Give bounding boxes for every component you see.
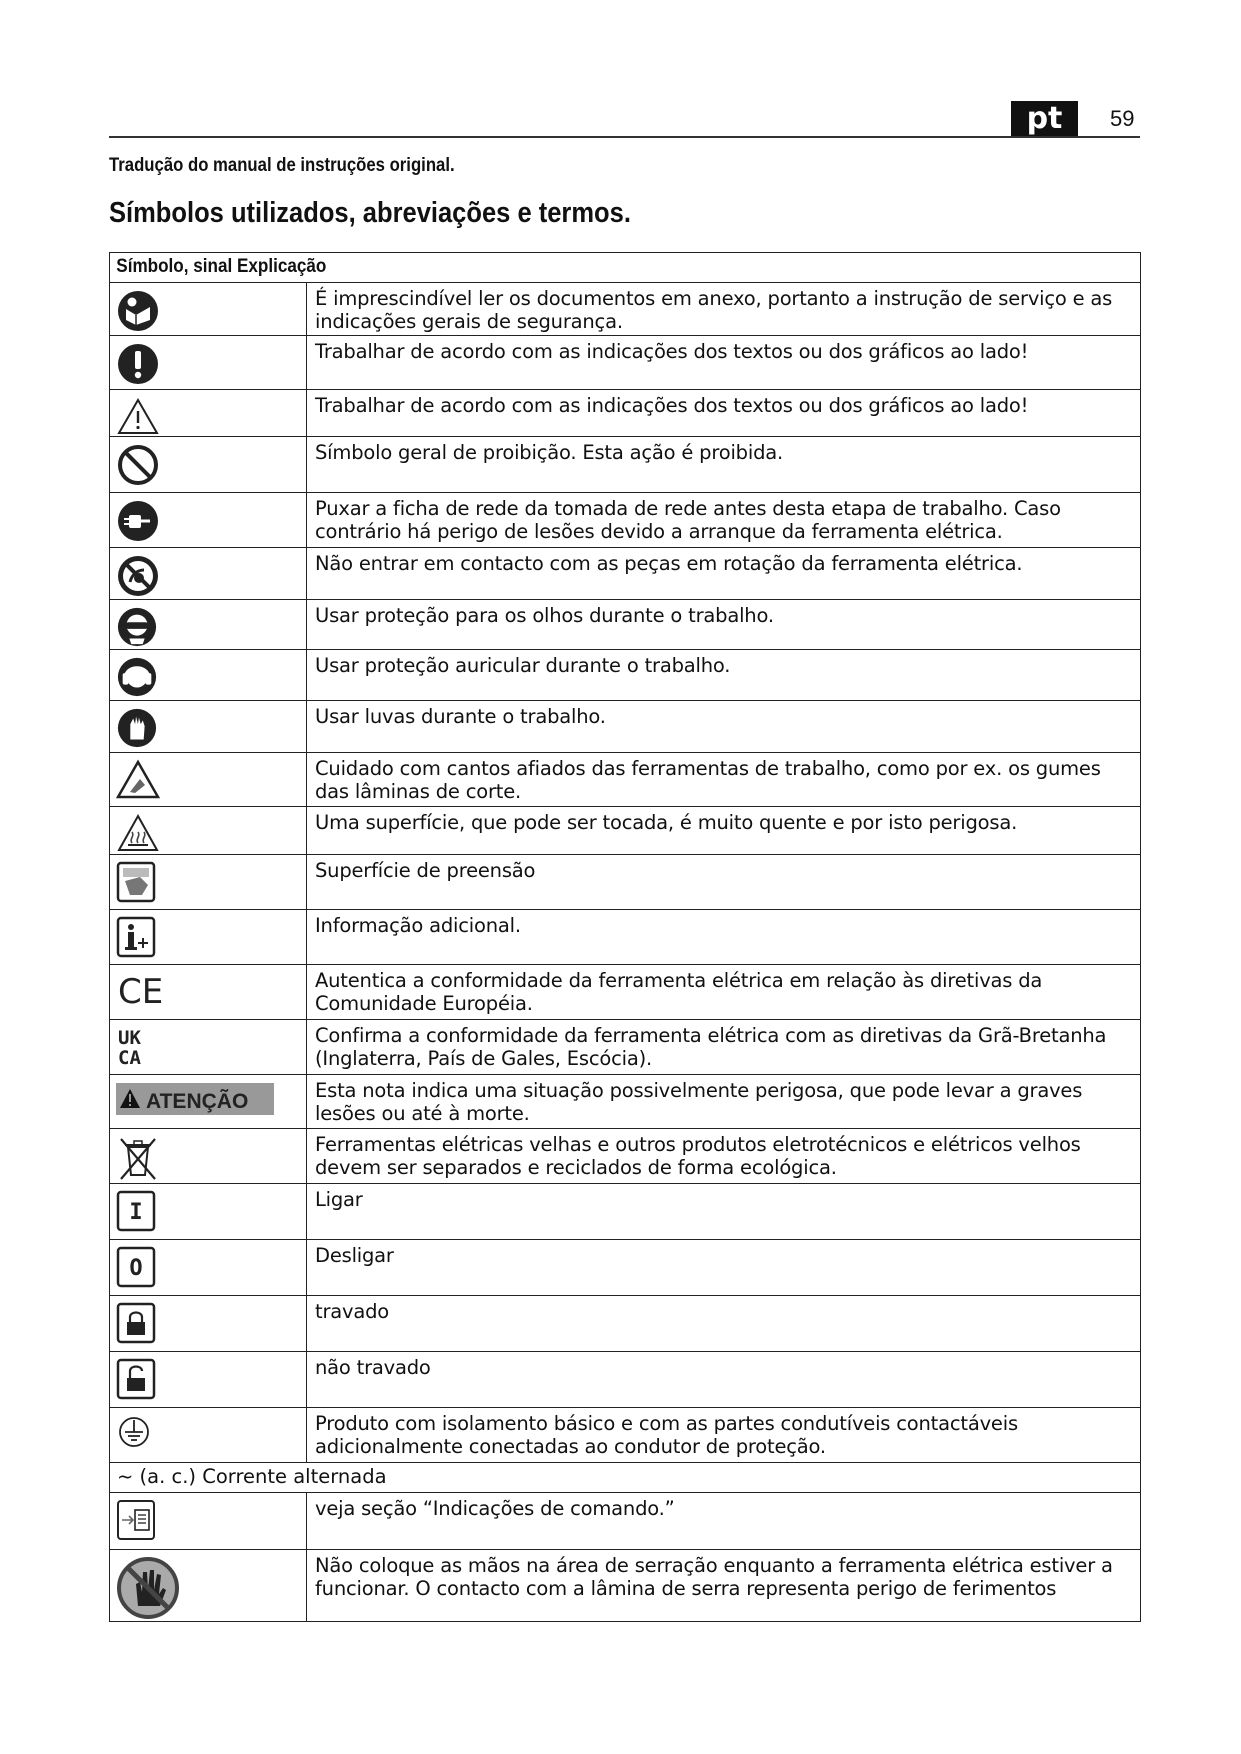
row-description: Desligar: [315, 1244, 394, 1267]
hot-surface-warning-icon: [116, 813, 160, 853]
table-row: [110, 283, 1141, 336]
gloves-icon: [116, 707, 158, 749]
svg-text:I: I: [129, 1200, 143, 1225]
table-row: [110, 910, 1141, 965]
svg-text:ATENÇÃO: ATENÇÃO: [146, 1090, 249, 1113]
no-touch-rotating-icon: [116, 554, 160, 598]
no-hands-saw-icon: [116, 1556, 180, 1620]
table-row: [110, 965, 1141, 1020]
row-description: Não entrar em contacto com as peças em rotação da ferramenta elétrica.: [315, 552, 1023, 575]
row-description: Produto com isolamento básico e com as partes condutíveis contactáveis adicionalmente conectadas ao condutor de proteção.: [315, 1412, 1018, 1458]
additional-info-icon: [116, 916, 156, 958]
table-row: [110, 336, 1141, 390]
row-description: não travado: [315, 1356, 431, 1379]
document-subtitle: Tradução do manual de instruções original.: [109, 155, 455, 176]
ce-mark-icon: [116, 971, 166, 1011]
row-description: Esta nota indica uma situação possivelmente perigosa, que pode levar a graves lesões ou até à morte.: [315, 1079, 1083, 1125]
row-description: ~ (a. c.) Corrente alternada: [117, 1465, 387, 1488]
mandatory-exclamation-icon: [116, 342, 160, 386]
table-row: [110, 807, 1141, 855]
table-row: [110, 437, 1141, 493]
row-description: Trabalhar de acordo com as indicações dos textos ou dos gráficos ao lado!: [315, 394, 1029, 417]
svg-text:O: O: [129, 1256, 143, 1281]
warning-triangle-icon: [116, 396, 160, 436]
table-row: [110, 1184, 1141, 1240]
row-description: Ferramentas elétricas velhas e outros produtos eletrotécnicos e elétricos velhos devem ser separados e reciclados de forma ecológica.: [315, 1133, 1081, 1179]
protective-earth-icon: [116, 1414, 152, 1450]
sharp-edges-warning-icon: [116, 759, 160, 801]
row-description: Autentica a conformidade da ferramenta elétrica em relação às diretivas da Comunidade Européia.: [315, 969, 1043, 1015]
table-row: [110, 1352, 1141, 1408]
row-description: Trabalhar de acordo com as indicações dos textos ou dos gráficos ao lado!: [315, 340, 1029, 363]
table-row: [110, 1463, 1141, 1493]
table-row: [110, 1075, 1141, 1129]
table-header-row: [110, 253, 1141, 283]
row-description: Informação adicional.: [315, 914, 521, 937]
header-rule: [109, 136, 1140, 138]
table-row: [110, 855, 1141, 910]
page-title: Símbolos utilizados, abreviações e termos.: [109, 197, 631, 229]
switch-on-icon: [116, 1190, 156, 1232]
switch-off-icon: [116, 1246, 156, 1288]
row-description: Usar proteção auricular durante o trabalho.: [315, 654, 731, 677]
weee-bin-icon: [116, 1135, 160, 1181]
see-section-icon: [116, 1499, 156, 1541]
symbols-table: [109, 252, 1141, 1622]
page-number: 59: [1110, 106, 1135, 131]
language-badge: pt: [1011, 101, 1078, 137]
table-row: [110, 548, 1141, 600]
row-description: Usar proteção para os olhos durante o trabalho.: [315, 604, 774, 627]
table-row: [110, 701, 1141, 753]
row-description: Confirma a conformidade da ferramenta elétrica com as diretivas da Grã-Bretanha (Inglaterra, País de Gales, Escócia).: [315, 1024, 1107, 1070]
row-description: Símbolo geral de proibição. Esta ação é proibida.: [315, 441, 783, 464]
svg-text:CE: CE: [118, 972, 164, 1011]
table-row: [110, 1550, 1141, 1622]
row-description: Não coloque as mãos na área de serração enquanto a ferramenta elétrica estiver a funcionar. O contacto com a lâmina de serra representa perigo de ferimentos: [315, 1554, 1113, 1600]
table-row: [110, 390, 1141, 437]
row-description: Superfície de preensão: [315, 859, 536, 882]
row-description: Ligar: [315, 1188, 363, 1211]
table-row: [110, 1020, 1141, 1075]
row-description: veja seção “Indicações de comando.”: [315, 1497, 675, 1520]
unlocked-icon: [116, 1358, 156, 1400]
svg-text:CA: CA: [118, 1047, 141, 1069]
table-row: [110, 1408, 1141, 1463]
table-header: Símbolo, sinal Explicação: [116, 256, 327, 277]
row-description: Uma superfície, que pode ser tocada, é muito quente e por isto perigosa.: [315, 811, 1018, 834]
ukca-mark-icon: [116, 1026, 160, 1070]
row-description: Puxar a ficha de rede da tomada de rede antes desta etapa de trabalho. Caso contrário há perigo de lesões devido a arranque da ferramenta elétrica.: [315, 497, 1061, 543]
table-row: [110, 1240, 1141, 1296]
table-row: [110, 493, 1141, 548]
read-manual-icon: [116, 289, 160, 333]
table-row: [110, 600, 1141, 650]
svg-text:UK: UK: [118, 1027, 141, 1049]
unplug-mains-icon: [116, 499, 160, 543]
ear-protection-icon: [116, 656, 158, 698]
table-row: [110, 1493, 1141, 1550]
table-row: [110, 1296, 1141, 1352]
row-description: Usar luvas durante o trabalho.: [315, 705, 606, 728]
row-description: travado: [315, 1300, 390, 1323]
locked-icon: [116, 1302, 156, 1344]
row-description: Cuidado com cantos afiados das ferramentas de trabalho, como por ex. os gumes das lâminas de corte.: [315, 757, 1101, 803]
prohibition-icon: [116, 443, 160, 487]
grip-surface-icon: [116, 861, 156, 903]
table-row: [110, 1129, 1141, 1184]
attention-label-icon: [116, 1081, 276, 1117]
eye-protection-icon: [116, 606, 158, 648]
table-row: [110, 650, 1141, 701]
table-row: [110, 753, 1141, 807]
row-description: É imprescindível ler os documentos em anexo, portanto a instrução de serviço e as indicações gerais de segurança.: [315, 287, 1113, 333]
